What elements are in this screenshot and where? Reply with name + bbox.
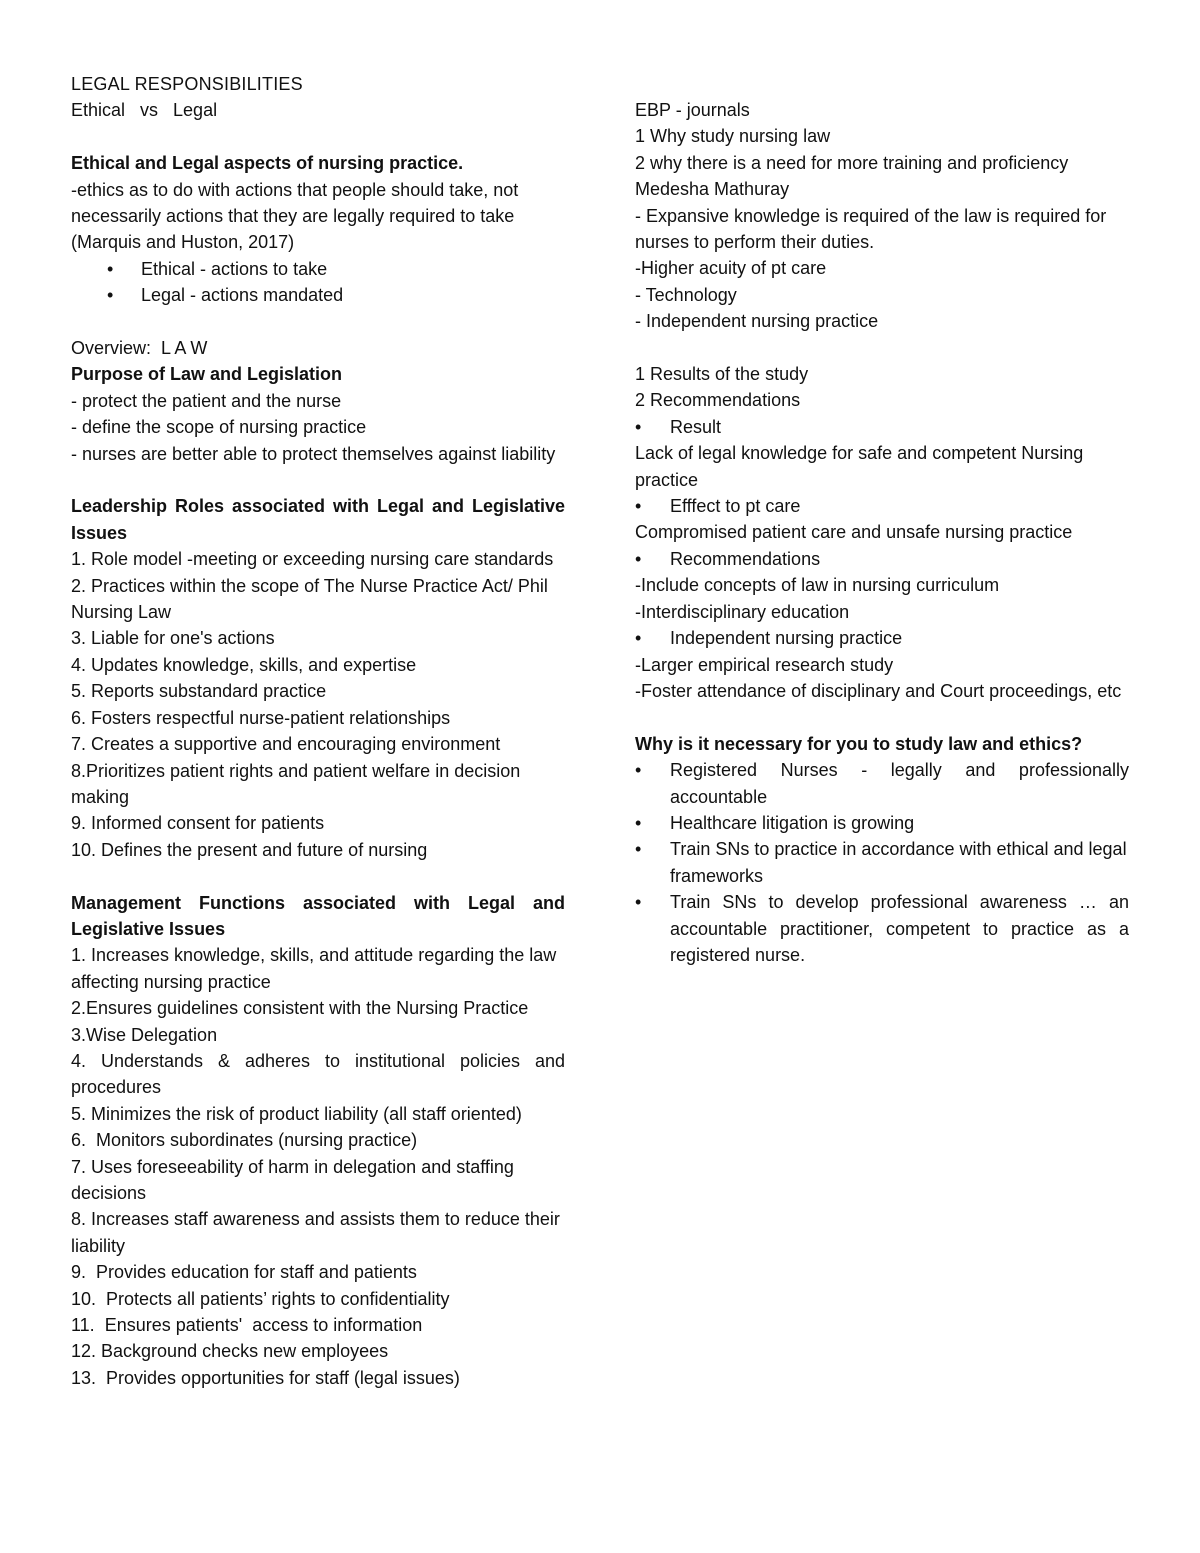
list-item: 12. Background checks new employees (71, 1341, 389, 1362)
list-item (635, 889, 1129, 968)
purpose-heading: Purpose of Law and Legislation (71, 364, 343, 385)
list-item (635, 757, 1129, 810)
study-question: 1 Why study nursing law (635, 126, 831, 147)
why-bullet: Registered Nurses - legally and professionally accountable (670, 760, 1129, 807)
why-heading: Why is it necessary for you to study law and ethics? (635, 733, 1083, 754)
list-item: -Larger empirical research study (635, 654, 894, 675)
ethics-bullet-text: Legal - actions mandated (141, 285, 344, 306)
leadership-heading: Leadership Roles associated with Legal and Legislative Issues (71, 496, 565, 543)
result-text: Lack of legal knowledge for safe and competent Nursing practice (635, 443, 1084, 490)
bullet-icon: • (107, 258, 114, 279)
author-name: Medesha Mathuray (635, 179, 790, 200)
bullet-icon: • (635, 760, 642, 781)
list-item: 13. Provides opportunities for staff (legal issues) (71, 1367, 460, 1388)
list-item: - Independent nursing practice (635, 311, 879, 332)
result-bullet: Result (670, 416, 722, 437)
list-item: -Interdisciplinary education (635, 601, 850, 622)
list-item: - Technology (635, 284, 737, 305)
bullet-icon: • (635, 892, 642, 913)
right-column (635, 97, 1129, 968)
ebp-label: EBP - journals (635, 100, 750, 120)
bullet-icon: • (635, 416, 642, 437)
list-item: 11. Ensures patients' access to information (71, 1315, 423, 1336)
list-item: 2.Ensures guidelines consistent with the Nursing Practice (71, 998, 529, 1019)
independent-bullet: Independent nursing practice (670, 628, 903, 649)
why-bullet: Train SNs to practice in accordance with ethical and legal frameworks (670, 839, 1127, 886)
list-item: 7. Creates a supportive and encouraging environment (71, 734, 501, 755)
list-item (635, 493, 1129, 519)
why-bullet: Healthcare litigation is growing (670, 812, 915, 833)
list-item: 6. Monitors subordinates (nursing practice) (71, 1130, 418, 1151)
list-item: 3.Wise Delegation (71, 1024, 218, 1045)
list-item: 8. Increases staff awareness and assists them to reduce their liability (71, 1209, 560, 1256)
list-item: 1. Role model -meeting or exceeding nursing care standards (71, 549, 554, 570)
list-item (71, 256, 565, 282)
bullet-icon: • (635, 628, 642, 649)
recommendations-bullet: Recommendations (670, 548, 821, 569)
list-item: -Foster attendance of disciplinary and Court proceedings, etc (635, 680, 1122, 701)
list-item (635, 625, 1129, 651)
list-item (635, 836, 1129, 889)
list-item (635, 414, 1129, 440)
list-item: 7. Uses foreseeability of harm in delegation and staffing decisions (71, 1156, 514, 1203)
study-question: 2 why there is a need for more training and proficiency (635, 152, 1069, 173)
list-item: - nurses are better able to protect themselves against liability (71, 443, 556, 464)
results-line: 2 Recommendations (635, 390, 801, 411)
why-bullet: Train SNs to develop professional awareness … an accountable practitioner, competent to practice as a registered nurse. (670, 892, 1129, 965)
effect-bullet: Efffect to pt care (670, 496, 801, 517)
list-item: 1. Increases knowledge, skills, and attitude regarding the law affecting nursing practice (71, 945, 557, 992)
document-subtitle: Ethical vs Legal (71, 100, 218, 121)
list-item: 3. Liable for one's actions (71, 628, 275, 649)
list-item (635, 546, 1129, 572)
list-item: -Include concepts of law in nursing curriculum (635, 575, 1000, 596)
bullet-icon: • (635, 812, 642, 833)
ethics-text: -ethics as to do with actions that people should take, not necessarily actions that they are legally required to take (Marquis and Huston, 2017) (71, 179, 519, 253)
list-item: 10. Defines the present and future of nursing (71, 839, 428, 860)
left-column (71, 71, 565, 1391)
ethics-heading: Ethical and Legal aspects of nursing practice. (71, 153, 464, 174)
list-item: - define the scope of nursing practice (71, 417, 367, 438)
bullet-icon: • (635, 496, 642, 517)
list-item: 9. Provides education for staff and patients (71, 1262, 417, 1283)
ethics-bullet-text: Ethical - actions to take (141, 258, 328, 279)
bullet-icon: • (107, 285, 114, 306)
bullet-icon: • (635, 839, 642, 860)
list-item: 6. Fosters respectful nurse-patient relationships (71, 707, 451, 728)
overview-line: Overview: L A W (71, 338, 208, 359)
list-item (71, 282, 565, 308)
list-item: 9. Informed consent for patients (71, 813, 325, 834)
document-title: LEGAL RESPONSIBILITIES (71, 74, 303, 94)
list-item: 4. Understands & adheres to institutional policies and procedures (71, 1050, 565, 1098)
list-item: 2. Practices within the scope of The Nurse Practice Act/ Phil Nursing Law (71, 575, 548, 623)
list-item: 4. Updates knowledge, skills, and expertise (71, 654, 417, 675)
list-item: - protect the patient and the nurse (71, 390, 342, 411)
list-item: 8.Prioritizes patient rights and patient welfare in decision making (71, 760, 521, 807)
list-item: 10. Protects all patients’ rights to confidentiality (71, 1288, 450, 1309)
management-heading: Management Functions associated with Legal and Legislative Issues (71, 892, 565, 939)
list-item: 5. Reports substandard practice (71, 681, 327, 702)
bullet-icon: • (635, 548, 642, 569)
list-item (635, 810, 1129, 836)
effect-text: Compromised patient care and unsafe nursing practice (635, 522, 1073, 543)
list-item: -Higher acuity of pt care (635, 258, 827, 279)
list-item: 5. Minimizes the risk of product liability (all staff oriented) (71, 1103, 522, 1124)
results-line: 1 Results of the study (635, 364, 809, 385)
list-item: - Expansive knowledge is required of the law is required for nurses to perform their duties. (635, 205, 1107, 253)
